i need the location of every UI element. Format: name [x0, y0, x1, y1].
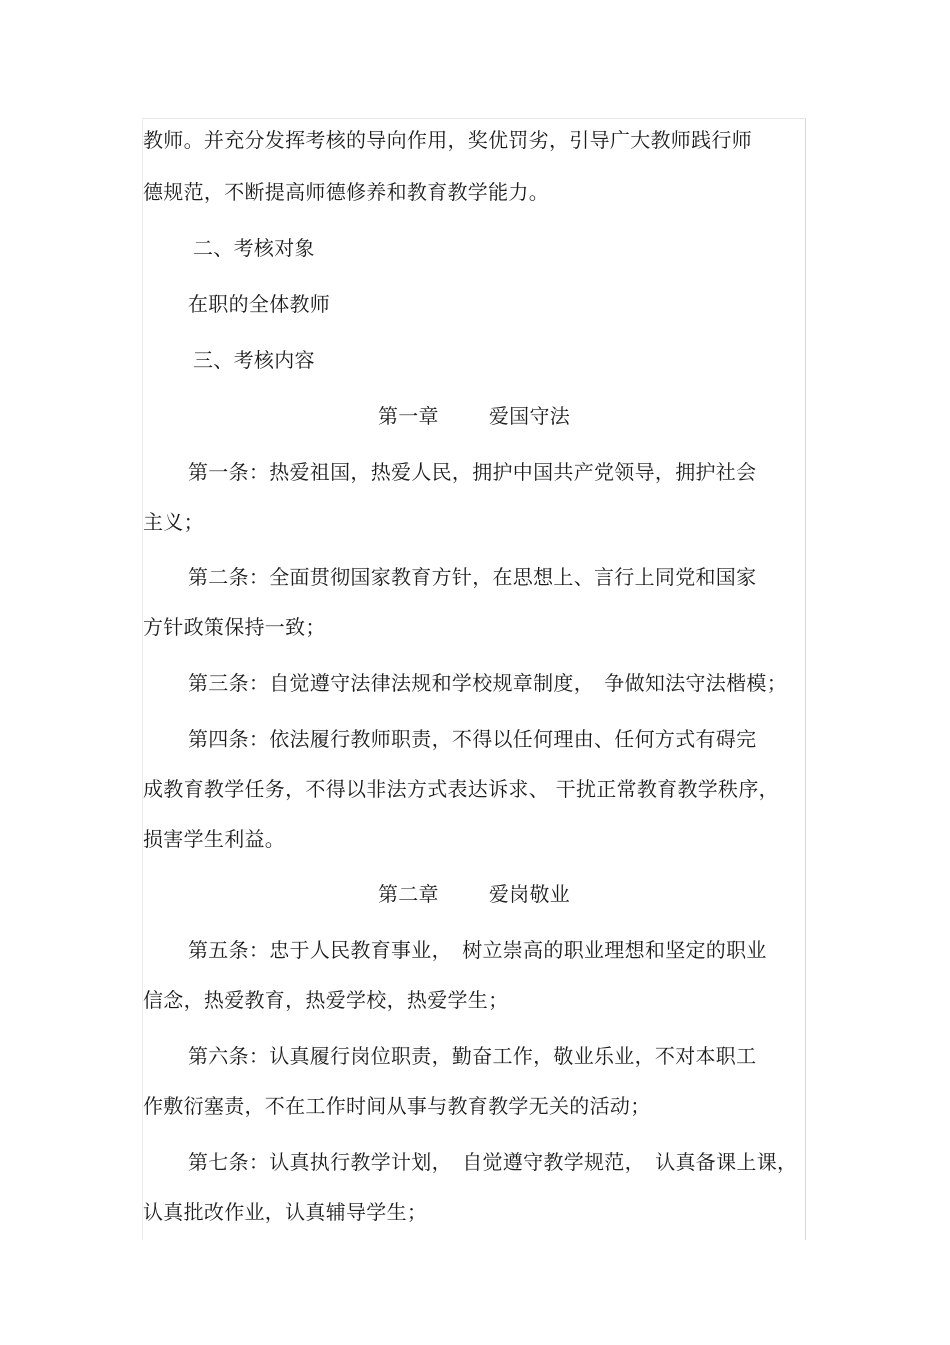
article-7: 第七条：认真执行教学计划， 自觉遵守教学规范， 认真备课上课，	[188, 1150, 798, 1174]
section-heading-content: 三、考核内容	[193, 348, 315, 372]
article-1: 第一条：热爱祖国，热爱人民，拥护中国共产党领导，拥护社会	[188, 460, 757, 484]
article-4: 第四条：依法履行教师职责，不得以任何理由、任何方式有碍完	[188, 727, 757, 751]
paragraph-line: 德规范，不断提高师德修养和教育教学能力。	[143, 180, 549, 204]
chapter-heading-2	[142, 880, 806, 908]
paragraph-line: 主义；	[143, 510, 204, 534]
chapter-number: 第一章	[377, 404, 439, 428]
paragraph-line: 作敷衍塞责，不在工作时间从事与教育教学无关的活动；	[143, 1094, 651, 1118]
paragraph-line: 成教育教学任务，不得以非法方式表达诉求、 干扰正常教育教学秩序，	[143, 777, 779, 801]
article-2: 第二条：全面贯彻国家教育方针，在思想上、言行上同党和国家	[188, 565, 757, 589]
paragraph-line: 认真批改作业，认真辅导学生；	[143, 1200, 428, 1224]
chapter-heading-1	[142, 402, 806, 430]
chapter-title: 爱岗敬业	[488, 882, 571, 906]
chapter-number: 第二章	[377, 882, 439, 906]
article-5: 第五条：忠于人民教育事业， 树立崇高的职业理想和坚定的职业	[188, 938, 767, 962]
paragraph-line: 在职的全体教师	[188, 292, 331, 316]
paragraph-line: 信念，热爱教育，热爱学校，热爱学生；	[143, 988, 509, 1012]
paragraph-line: 方针政策保持一致；	[143, 615, 326, 639]
article-6: 第六条：认真履行岗位职责，勤奋工作，敬业乐业，不对本职工	[188, 1044, 757, 1068]
chapter-title: 爱国守法	[488, 404, 571, 428]
paragraph-line: 损害学生利益。	[143, 827, 286, 851]
article-3: 第三条：自觉遵守法律法规和学校规章制度， 争做知法守法楷模；	[188, 671, 787, 695]
paragraph-line: 教师。并充分发挥考核的导向作用，奖优罚劣，引导广大教师践行师	[143, 128, 752, 152]
section-heading-targets: 二、考核对象	[193, 236, 315, 260]
